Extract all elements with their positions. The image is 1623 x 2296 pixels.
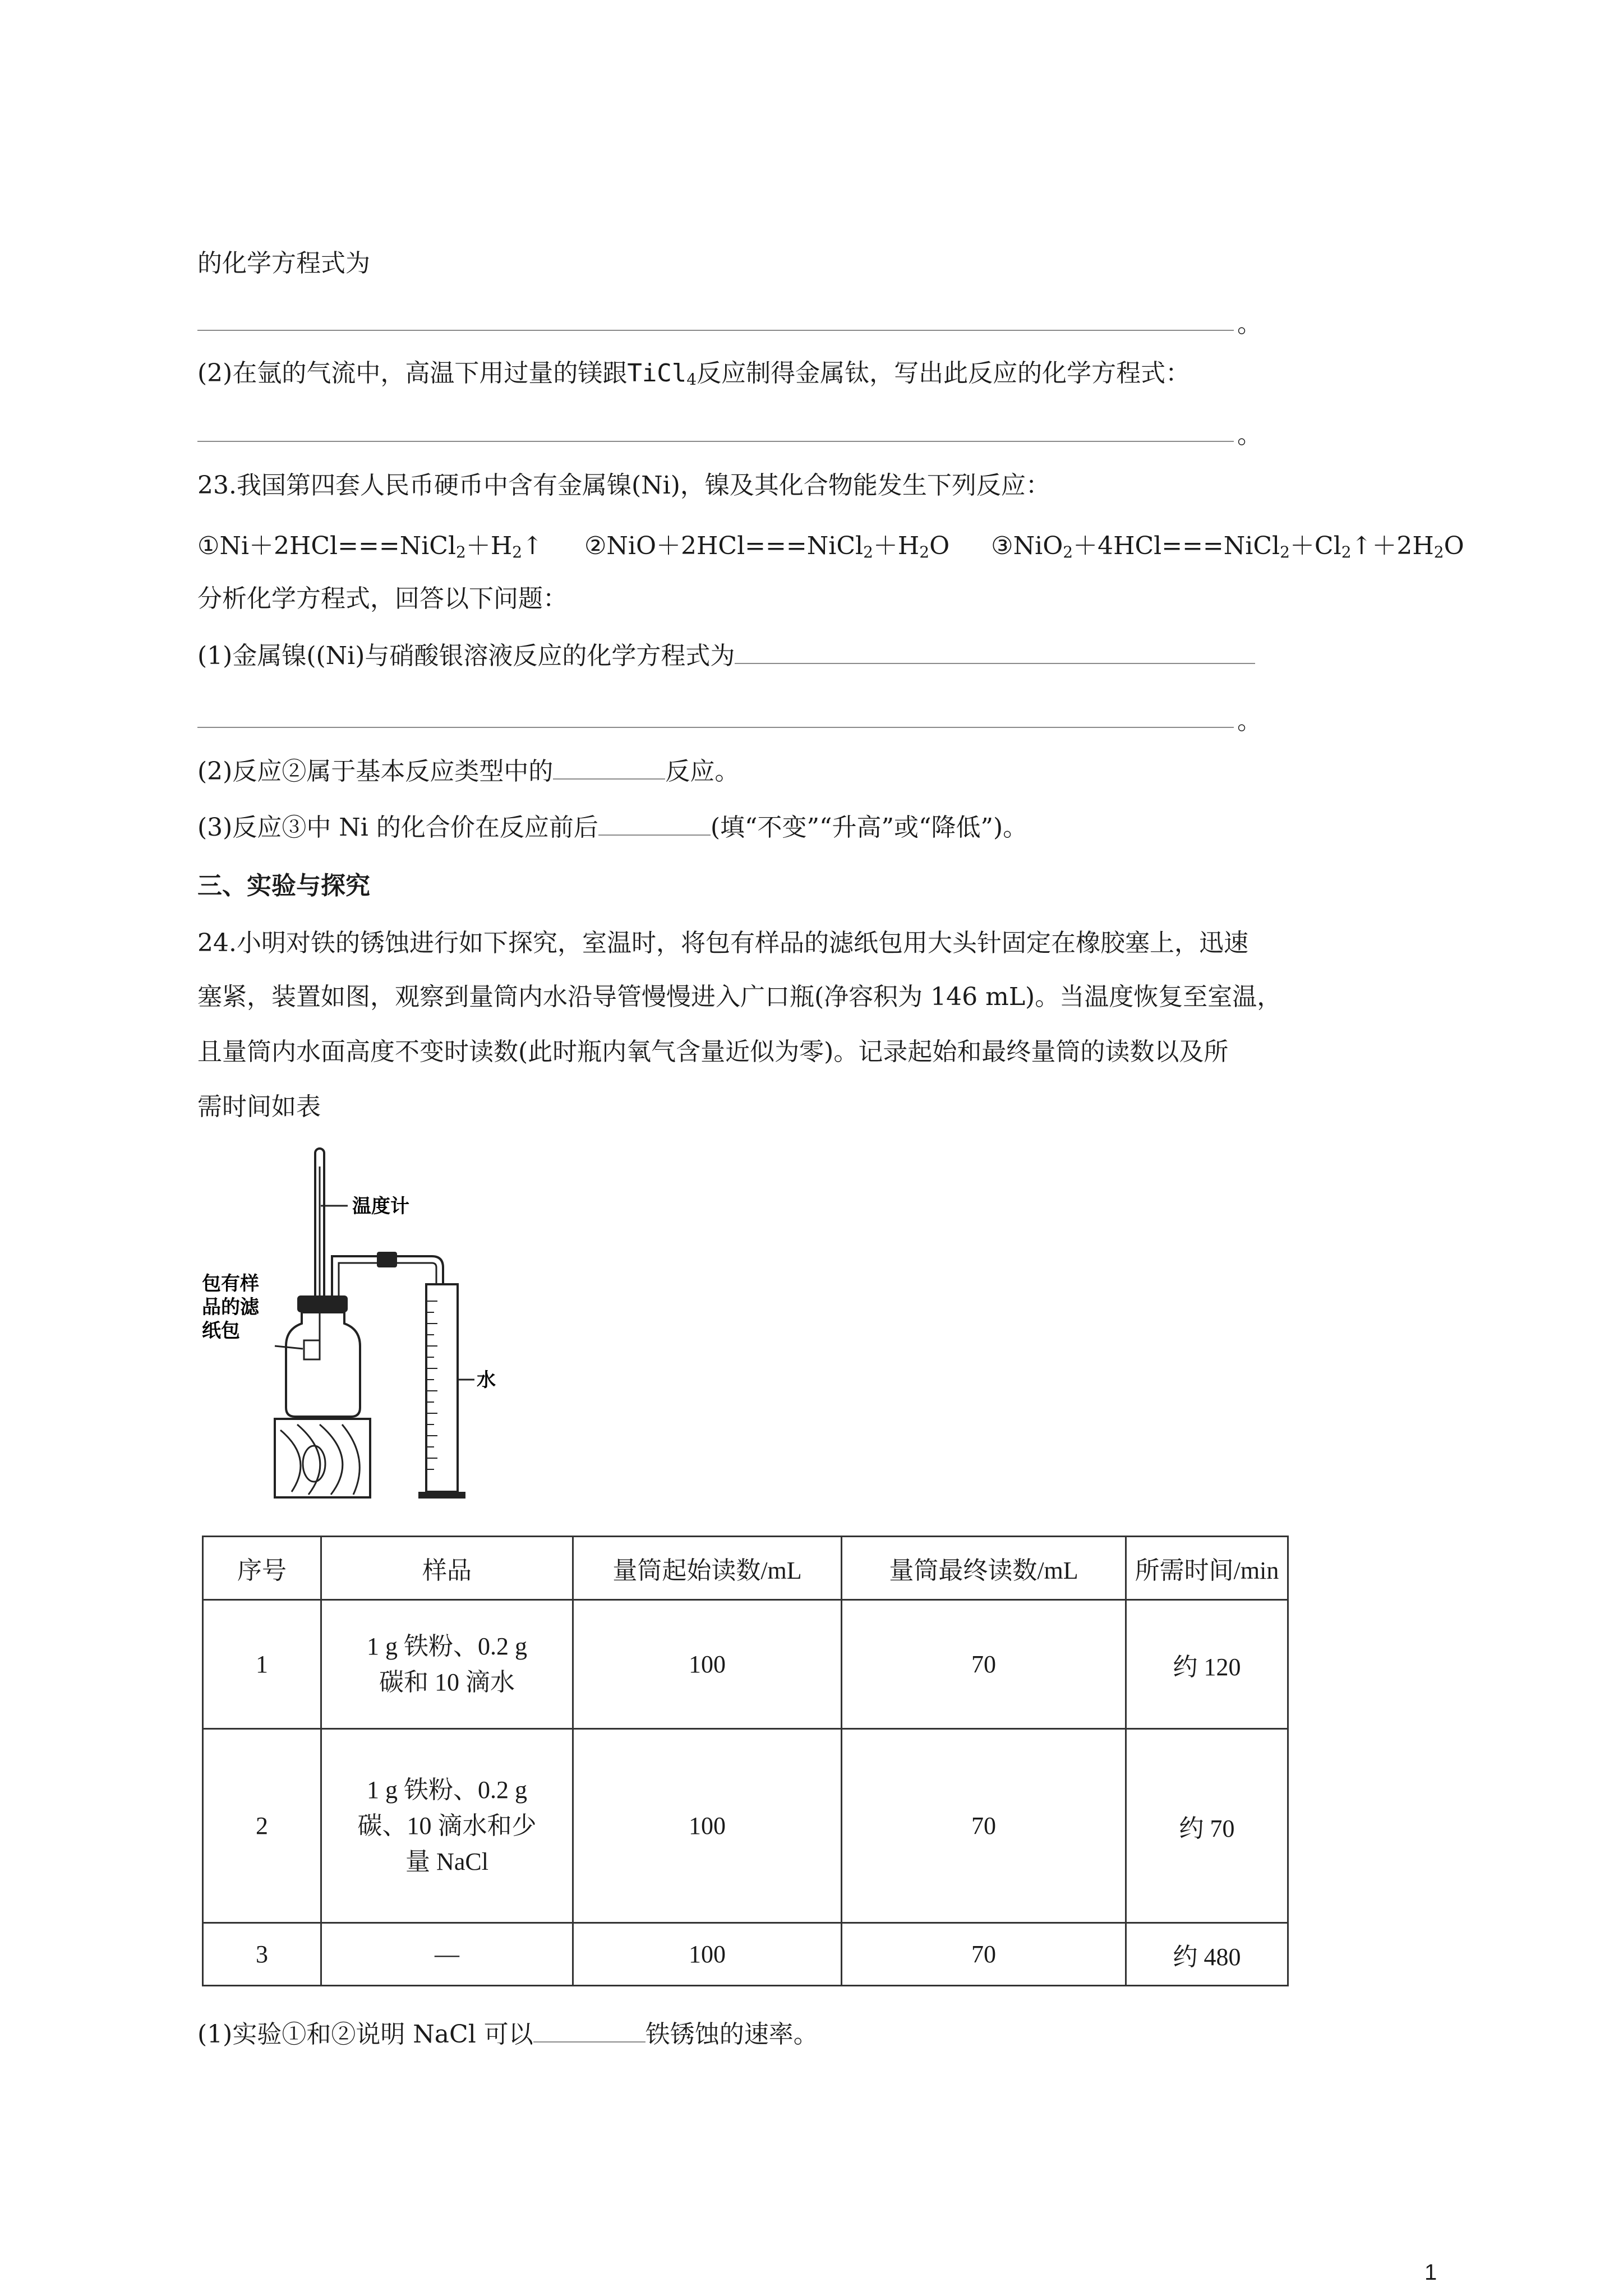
table-header-cell: 量筒最终读数/mL bbox=[842, 1537, 1126, 1600]
table-cell: 2 bbox=[203, 1729, 321, 1923]
table-row bbox=[203, 1729, 1288, 1923]
q23-intro: 23.我国第四套人民币硬币中含有金属镍(Ni)，镍及其化合物能发生下列反应： bbox=[197, 471, 1050, 500]
answer-blank[interactable] bbox=[197, 441, 1234, 442]
table-cell: 100 bbox=[573, 1923, 842, 1986]
pouch-label-line-2: 品的滤 bbox=[202, 1296, 259, 1318]
apparatus-figure bbox=[202, 1144, 561, 1503]
table-cell: 70 bbox=[842, 1729, 1126, 1923]
table-cell: — bbox=[321, 1923, 573, 1986]
q24-text-line-4: 需时间如表 bbox=[197, 1092, 321, 1121]
q23-equations: $①Ni+2HCl===NiCl_2+H_2↑$ $②NiO+2HCl===NiCl_2+H_2O$ $③NiO_2+4HCl===NiCl_2+Cl_2↑+2H_2O$ bbox=[197, 532, 1464, 561]
table-row bbox=[203, 1923, 1288, 1986]
table-cell: 70 bbox=[842, 1923, 1126, 1986]
results-table bbox=[202, 1536, 1289, 1986]
period: 。 bbox=[1237, 310, 1262, 338]
answer-blank[interactable] bbox=[533, 2021, 645, 2043]
q23-part2: (2)反应②属于基本反应类型中的 反应。 bbox=[197, 757, 740, 786]
table-row bbox=[203, 1600, 1288, 1729]
page-number: 1 bbox=[1424, 2260, 1437, 2285]
q22-part2: (2)在氩的气流中，高温下用过量的镁跟TiCl$_4$反应制得金属钛，写出此反应的化学方程式： bbox=[197, 359, 1191, 389]
q24-text-line-2: 塞紧，装置如图，观察到量筒内水沿导管慢慢进入广口瓶(净容积为 146 mL)。当温度恢复至室温， bbox=[197, 983, 1282, 1011]
table-header-row bbox=[203, 1537, 1288, 1600]
q24-text-line-3: 且量筒内水面高度不变时读数(此时瓶内氧气含量近似为零)。记录起始和最终量筒的读数以及所 bbox=[197, 1038, 1229, 1066]
answer-blank[interactable] bbox=[598, 814, 711, 836]
q24-text-line-1: 24.小明对铁的锈蚀进行如下探究，室温时，将包有样品的滤纸包用大头针固定在橡胶塞上，迅速 bbox=[197, 929, 1248, 957]
table-cell: 1 g 铁粉、0.2 g 碳、10 滴水和少 量 NaCl bbox=[321, 1729, 573, 1923]
section-heading: 三、实验与探究 bbox=[197, 872, 370, 900]
answer-blank[interactable] bbox=[553, 758, 665, 780]
table-header-cell: 所需时间/min bbox=[1126, 1537, 1288, 1600]
q24-part1: (1)实验①和②说明 NaCl 可以 铁锈蚀的速率。 bbox=[197, 2020, 818, 2049]
table-header-cell: 样品 bbox=[321, 1537, 573, 1600]
thermometer-label: 温度计 bbox=[352, 1195, 409, 1218]
table-cell: 约 120 bbox=[1126, 1600, 1288, 1729]
table-cell: 约 480 bbox=[1126, 1923, 1288, 1986]
graduated-cylinder-icon bbox=[418, 1284, 474, 1499]
table-header-cell: 序号 bbox=[203, 1537, 321, 1600]
answer-blank[interactable] bbox=[735, 643, 1255, 664]
pouch-label-line-1: 包有样 bbox=[202, 1273, 259, 1295]
water-label: 水 bbox=[477, 1369, 496, 1391]
pouch-label-line-3: 纸包 bbox=[202, 1320, 240, 1342]
table-cell: 3 bbox=[203, 1923, 321, 1986]
table-cell: 1 bbox=[203, 1600, 321, 1729]
table-cell: 100 bbox=[573, 1600, 842, 1729]
table-cell: 约 70 bbox=[1126, 1729, 1288, 1923]
q23-part3: (3)反应③中 Ni 的化合价在反应前后 (填“不变”“升高”或“降低”)。 bbox=[197, 813, 1028, 842]
table-cell: 100 bbox=[573, 1729, 842, 1923]
q23-analyze: 分析化学方程式，回答以下问题： bbox=[197, 584, 568, 613]
q22-tail-text: 的化学方程式为 bbox=[197, 249, 370, 278]
table-header-cell: 量筒起始读数/mL bbox=[573, 1537, 842, 1600]
table-cell: 70 bbox=[842, 1600, 1126, 1729]
table-cell: 1 g 铁粉、0.2 g 碳和 10 滴水 bbox=[321, 1600, 573, 1729]
period: 。 bbox=[1237, 421, 1262, 449]
wooden-block-icon bbox=[275, 1419, 370, 1497]
q23-part1: (1)金属镍((Ni)与硝酸银溶液反应的化学方程式为 bbox=[197, 639, 1255, 673]
wide-mouth-bottle-icon bbox=[286, 1295, 360, 1417]
answer-blank[interactable] bbox=[197, 330, 1234, 331]
answer-blank[interactable] bbox=[197, 727, 1234, 728]
period: 。 bbox=[1237, 707, 1262, 735]
